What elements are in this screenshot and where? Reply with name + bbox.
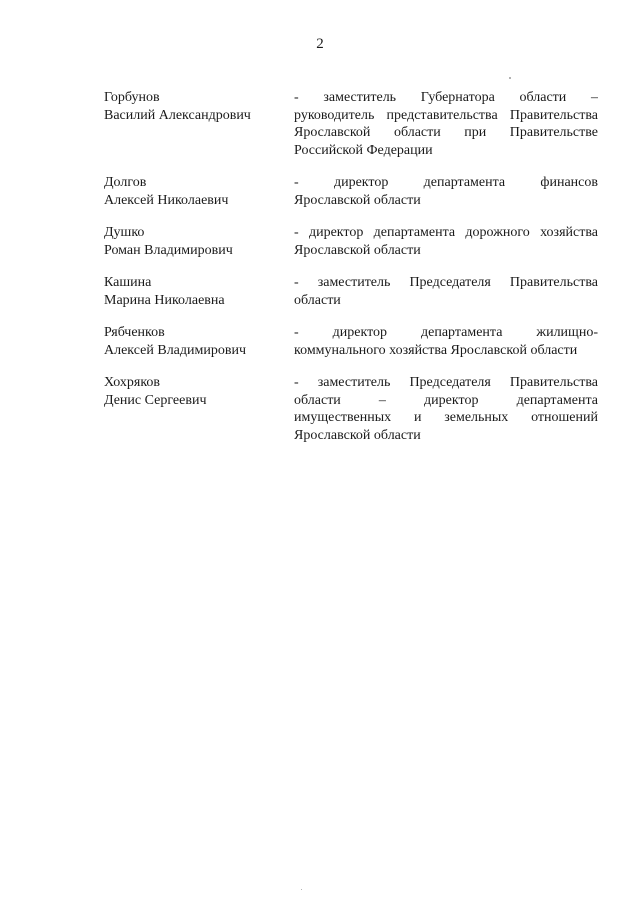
position-line: имущественных и земельных отношений <box>294 410 598 425</box>
given-names: Денис Сергеевич <box>104 392 207 408</box>
page-number: 2 <box>316 36 324 52</box>
list-item <box>0 374 640 444</box>
position-line: - заместитель Председателя Правительства <box>294 275 598 290</box>
position-description <box>294 374 598 444</box>
given-names: Василий Александрович <box>104 107 251 123</box>
person-name <box>104 89 294 159</box>
given-names: Алексей Николаевич <box>104 192 229 208</box>
position-line: области – директор департамента <box>294 392 598 408</box>
list-item <box>0 174 640 209</box>
person-name <box>104 324 294 359</box>
position-line: Ярославской области <box>294 192 421 208</box>
position-line: Ярославской области <box>294 242 421 258</box>
given-names: Алексей Владимирович <box>104 342 247 358</box>
scan-speck <box>509 77 511 79</box>
position-line: Российской Федерации <box>294 142 433 158</box>
position-line: коммунального хозяйства Ярославской области <box>294 342 578 358</box>
position-description <box>294 174 598 209</box>
position-description <box>294 224 598 259</box>
surname: Рябченков <box>104 325 165 340</box>
person-name <box>104 224 294 259</box>
position-description <box>294 274 598 309</box>
position-line: - директор департамента финансов <box>294 175 598 190</box>
given-names: Марина Николаевна <box>104 292 225 308</box>
position-line: Ярославской области при Правительстве <box>294 125 598 140</box>
list-item <box>0 274 640 309</box>
list-item <box>0 324 640 359</box>
position-line: руководитель представительства Правительства <box>294 107 598 123</box>
surname: Долгов <box>104 175 147 190</box>
surname: Хохряков <box>104 375 161 390</box>
person-name <box>104 374 294 444</box>
position-line: - заместитель Председателя Правительства <box>294 375 598 390</box>
position-line: области <box>294 292 341 308</box>
list-item <box>0 89 640 159</box>
position-description <box>294 324 598 359</box>
person-name <box>104 274 294 309</box>
position-line: Ярославской области <box>294 427 421 443</box>
surname: Душко <box>104 225 145 240</box>
surname: Кашина <box>104 275 152 290</box>
position-description <box>294 89 598 159</box>
appointee-list <box>0 89 640 444</box>
list-item <box>0 224 640 259</box>
surname: Горбунов <box>104 90 160 105</box>
scan-speck <box>301 889 302 890</box>
position-line: - директор департамента дорожного хозяйства <box>294 225 598 240</box>
person-name <box>104 174 294 209</box>
position-line: - заместитель Губернатора области – <box>294 90 598 105</box>
given-names: Роман Владимирович <box>104 242 233 258</box>
position-line: - директор департамента жилищно- <box>294 325 598 340</box>
